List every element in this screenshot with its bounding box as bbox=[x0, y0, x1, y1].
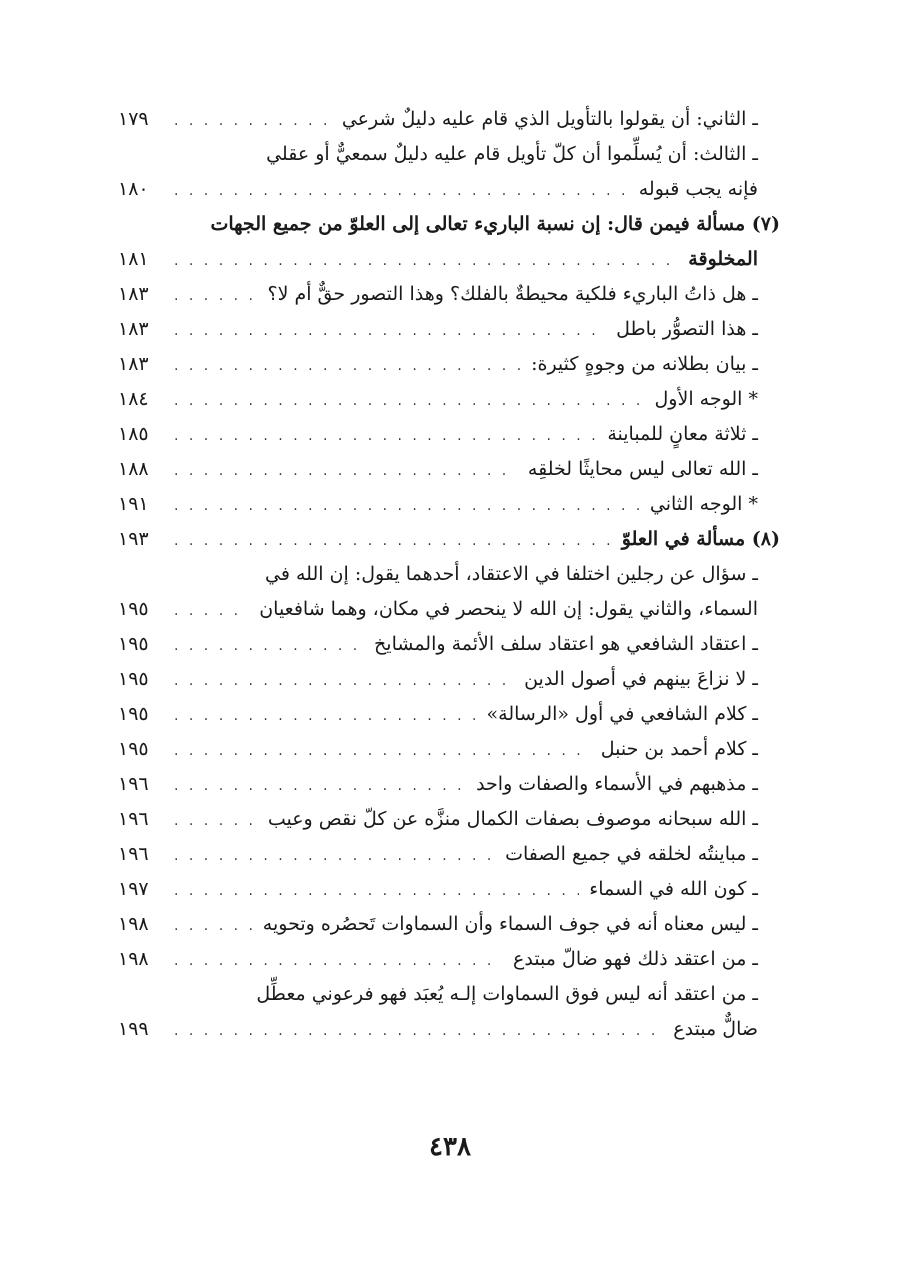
toc-entry-page: ١٩٩ bbox=[118, 1018, 149, 1040]
toc-entry bbox=[118, 312, 780, 347]
toc-entry bbox=[118, 242, 780, 277]
toc-entry bbox=[118, 977, 780, 1012]
toc-entry-title: ـ الثاني: أن يقولوا بالتأويل الذي قام عليه دليلٌ شرعي bbox=[341, 108, 758, 130]
toc-entry bbox=[118, 172, 780, 207]
toc-entry bbox=[118, 872, 780, 907]
dot-leader bbox=[174, 734, 591, 769]
dot-leader bbox=[174, 629, 364, 664]
toc-entry bbox=[118, 382, 780, 417]
toc-entry bbox=[118, 697, 780, 732]
dot-leader bbox=[174, 1014, 663, 1049]
dot-leader bbox=[174, 839, 495, 874]
toc-entry-page: ١٩٥ bbox=[118, 738, 149, 760]
toc-entry-page: ١٩٦ bbox=[118, 843, 149, 865]
toc-entry-page: ١٩١ bbox=[118, 493, 149, 515]
toc-entry-page: ١٩٥ bbox=[118, 598, 149, 620]
toc-entry-page: ١٩٧ bbox=[118, 878, 149, 900]
dot-leader bbox=[174, 384, 645, 419]
toc-entry-title: ـ لا نزاعَ بينهم في أصول الدين bbox=[524, 668, 758, 690]
dot-leader bbox=[174, 489, 640, 524]
dot-leader bbox=[174, 909, 253, 944]
toc-entry-title: ـ مباينتُه لخلقه في جميع الصفات bbox=[505, 843, 758, 865]
toc-entry-page: ١٩٨ bbox=[118, 948, 149, 970]
dot-leader bbox=[174, 804, 258, 839]
page-number: ٤٣٨ bbox=[429, 1132, 471, 1162]
dot-leader bbox=[174, 524, 612, 559]
toc-entry-title: فإنه يجب قبوله bbox=[638, 178, 758, 200]
toc-entry-page: ١٨٣ bbox=[118, 283, 149, 305]
toc-entry-page: ١٨١ bbox=[118, 248, 149, 270]
toc-entry bbox=[118, 487, 780, 522]
toc-entry-page: ١٩٦ bbox=[118, 773, 149, 795]
toc-entry bbox=[118, 207, 780, 242]
toc-entry-title: ـ الله سبحانه موصوف بصفات الكمال منزَّه عن كلّ نقص وعيب bbox=[267, 808, 758, 830]
toc-entry-title: ـ بيان بطلانه من وجوهٍ كثيرة: bbox=[531, 353, 758, 375]
toc-entry-title: ـ من اعتقد ذلك فهو ضالّ مبتدع bbox=[513, 948, 758, 970]
toc-entry-page: ١٨٠ bbox=[118, 178, 149, 200]
toc-entry-title: ـ اعتقاد الشافعي هو اعتقاد سلف الأئمة والمشايخ bbox=[374, 633, 758, 655]
toc-entry bbox=[118, 137, 780, 172]
toc-entry bbox=[118, 277, 780, 312]
dot-leader bbox=[174, 874, 579, 909]
toc-entry-title: ـ من اعتقد أنه ليس فوق السماوات إلـه يُعبَد فهو فرعوني معطِّل bbox=[256, 983, 758, 1005]
toc-entry bbox=[118, 662, 780, 697]
dot-leader bbox=[174, 349, 521, 384]
dot-leader bbox=[174, 104, 332, 139]
toc-entry-page: ١٩٥ bbox=[118, 668, 149, 690]
toc-entry bbox=[118, 522, 780, 557]
toc-entry-title: ـ سؤال عن رجلين اختلفا في الاعتقاد، أحدهما يقول: إن الله في bbox=[265, 563, 758, 585]
toc-entry bbox=[118, 102, 780, 137]
toc-entry-title: المخلوقة bbox=[688, 248, 758, 270]
toc-entry-title: * الوجه الثاني bbox=[649, 493, 758, 515]
toc-entry-title: ـ كلام أحمد بن حنبل bbox=[600, 738, 758, 760]
toc-entry bbox=[118, 347, 780, 382]
toc-entry-page: ١٩٥ bbox=[118, 703, 149, 725]
toc-entry bbox=[118, 592, 780, 627]
toc-entry bbox=[118, 627, 780, 662]
table-of-contents bbox=[118, 102, 780, 1047]
dot-leader bbox=[174, 244, 678, 279]
toc-entry-title: ـ هل ذاتُ الباريء فلكية محيطةٌ بالفلك؟ وهذا التصور حقٌّ أم لا؟ bbox=[267, 283, 758, 305]
toc-entry-page: ١٩٨ bbox=[118, 913, 149, 935]
toc-entry-title: ضالٌّ مبتدع bbox=[673, 1018, 758, 1040]
toc-entry-page: ١٨٥ bbox=[118, 423, 149, 445]
dot-leader bbox=[174, 664, 514, 699]
toc-entry bbox=[118, 1012, 780, 1047]
dot-leader bbox=[174, 699, 477, 734]
toc-entry bbox=[118, 907, 780, 942]
toc-entry-page: ١٧٩ bbox=[118, 108, 149, 130]
toc-entry-page: ١٩٣ bbox=[118, 528, 149, 550]
dot-leader bbox=[174, 454, 518, 489]
toc-entry-title: (٨) مسألة في العلوّ bbox=[621, 528, 780, 550]
toc-entry-page: ١٨٣ bbox=[118, 353, 149, 375]
toc-entry-title: (٧) مسألة فيمن قال: إن نسبة الباريء تعالى إلى العلوّ من جميع الجهات bbox=[210, 213, 780, 235]
toc-entry-title: ـ كون الله في السماء bbox=[589, 878, 758, 900]
toc-entry-title: ـ الله تعالى ليس محايثًا لخلقِه bbox=[527, 458, 758, 480]
toc-entry-title: ـ هذا التصوُّر باطل bbox=[616, 318, 758, 340]
toc-entry-title: ـ ثلاثة معانٍ للمباينة bbox=[607, 423, 758, 445]
dot-leader bbox=[174, 769, 466, 804]
toc-entry bbox=[118, 767, 780, 802]
toc-entry-title: ـ ليس معناه أنه في جوف السماء وأن السماوات تَحصُره وتحويه bbox=[262, 913, 758, 935]
toc-entry bbox=[118, 452, 780, 487]
toc-entry-title: * الوجه الأول bbox=[654, 388, 758, 410]
toc-entry-title: ـ الثالث: أن يُسلِّموا أن كلّ تأويل قام عليه دليلٌ سمعيٌّ أو عقلي bbox=[266, 143, 758, 165]
toc-entry bbox=[118, 557, 780, 592]
toc-entry-page: ١٨٣ bbox=[118, 318, 149, 340]
toc-entry bbox=[118, 942, 780, 977]
toc-entry bbox=[118, 837, 780, 872]
toc-entry-title: السماء، والثاني يقول: إن الله لا ينحصر في مكان، وهما شافعيان bbox=[259, 598, 758, 620]
dot-leader bbox=[174, 279, 258, 314]
toc-entry-page: ١٩٥ bbox=[118, 633, 149, 655]
dot-leader bbox=[174, 314, 606, 349]
dot-leader bbox=[174, 944, 503, 979]
toc-entry-page: ١٨٤ bbox=[118, 388, 149, 410]
toc-entry bbox=[118, 732, 780, 767]
toc-entry bbox=[118, 802, 780, 837]
toc-entry bbox=[118, 417, 780, 452]
toc-entry-page: ١٩٦ bbox=[118, 808, 149, 830]
dot-leader bbox=[174, 419, 597, 454]
dot-leader bbox=[174, 174, 629, 209]
toc-entry-title: ـ كلام الشافعي في أول «الرسالة» bbox=[486, 703, 758, 725]
toc-entry-page: ١٨٨ bbox=[118, 458, 149, 480]
dot-leader bbox=[174, 594, 249, 629]
toc-entry-title: ـ مذهبهم في الأسماء والصفات واحد bbox=[476, 773, 758, 795]
